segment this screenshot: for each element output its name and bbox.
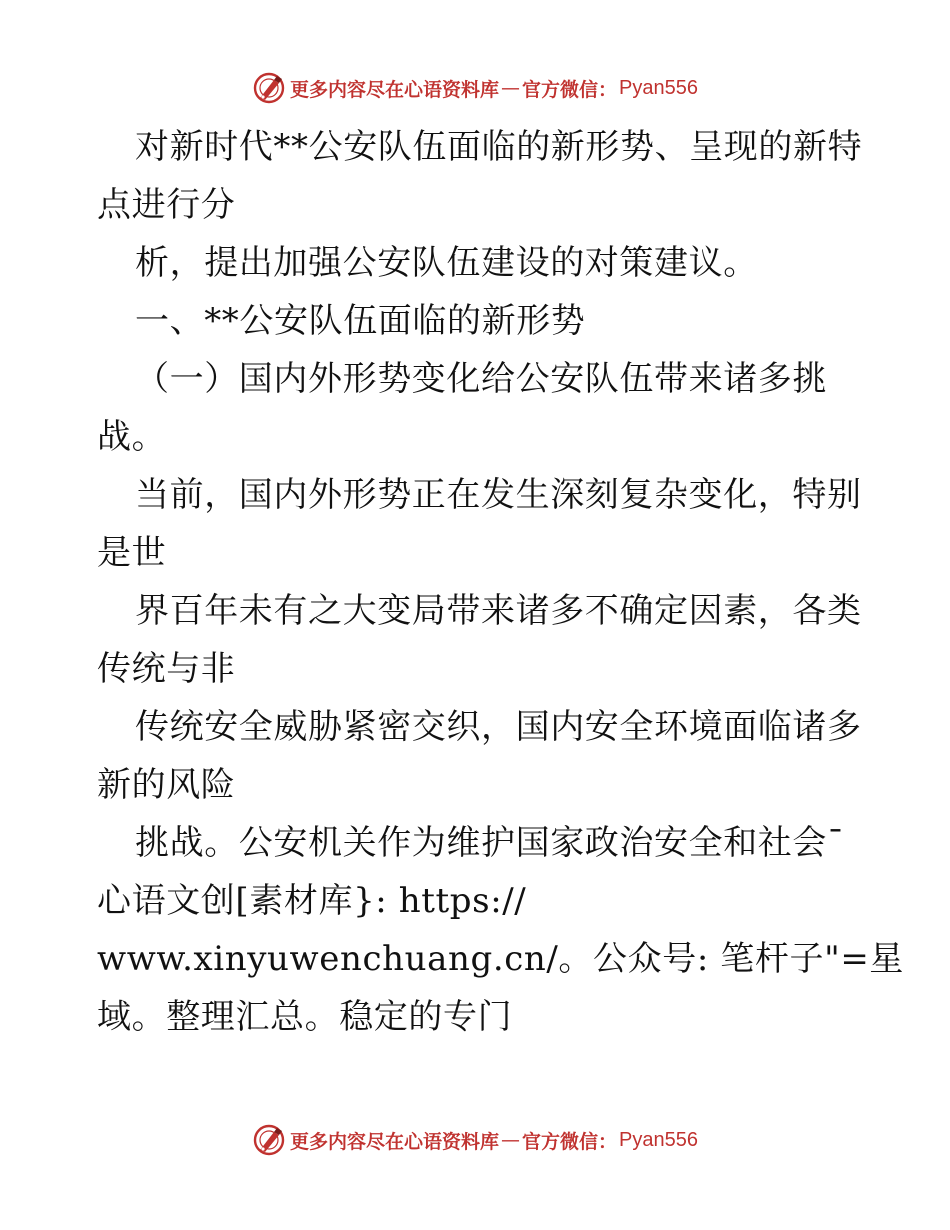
banner-title: 更多内容尽在心语资料库 [290, 1130, 500, 1153]
section-heading: 一、**公安队伍面临的新形势 [135, 301, 586, 341]
document-body [97, 118, 905, 1046]
header-banner [0, 68, 950, 108]
banner-separator: — [501, 77, 521, 99]
body-line: 是世 [97, 533, 167, 573]
body-line: 战。 [97, 417, 167, 457]
subsection-heading: （一）国内外形势变化给公安队伍带来诸多挑 [135, 359, 827, 399]
banner-title: 更多内容尽在心语资料库 [290, 78, 500, 101]
pen-logo-icon [252, 71, 286, 105]
banner-separator: — [501, 1129, 521, 1151]
body-line: 新的风险 [97, 765, 236, 805]
body-line: 传统与非 [97, 649, 236, 689]
banner-wechat-id: Pyan556 [619, 76, 698, 99]
body-line: 传统安全威胁紧密交织，国内安全环境面临诸多 [135, 707, 862, 747]
body-line: 对新时代**公安队伍面临的新形势、呈现的新特 [135, 127, 863, 167]
body-line: 当前，国内外形势正在发生深刻复杂变化，特别 [135, 475, 862, 515]
banner-wechat-id: Pyan556 [619, 1128, 698, 1151]
body-line: 挑战。公安机关作为维护国家政治安全和社会¯ [135, 823, 845, 863]
body-line: 点进行分 [97, 185, 236, 225]
body-line: 界百年未有之大变局带来诸多不确定因素，各类 [135, 591, 862, 631]
footer-banner [0, 1120, 950, 1160]
body-line: 心语文创[素材库}: https:// [97, 881, 527, 921]
pen-logo-icon [252, 1123, 286, 1157]
body-line: www.xinyuwenchuang.cn/。公众号: 笔杆子"=星 [97, 939, 905, 979]
banner-wechat-label: 官方微信： [522, 1130, 618, 1153]
body-line: 域。整理汇总。稳定的专门 [97, 997, 513, 1037]
banner-wechat-label: 官方微信： [522, 78, 618, 101]
body-line: 析，提出加强公安队伍建设的对策建议。 [135, 243, 758, 283]
